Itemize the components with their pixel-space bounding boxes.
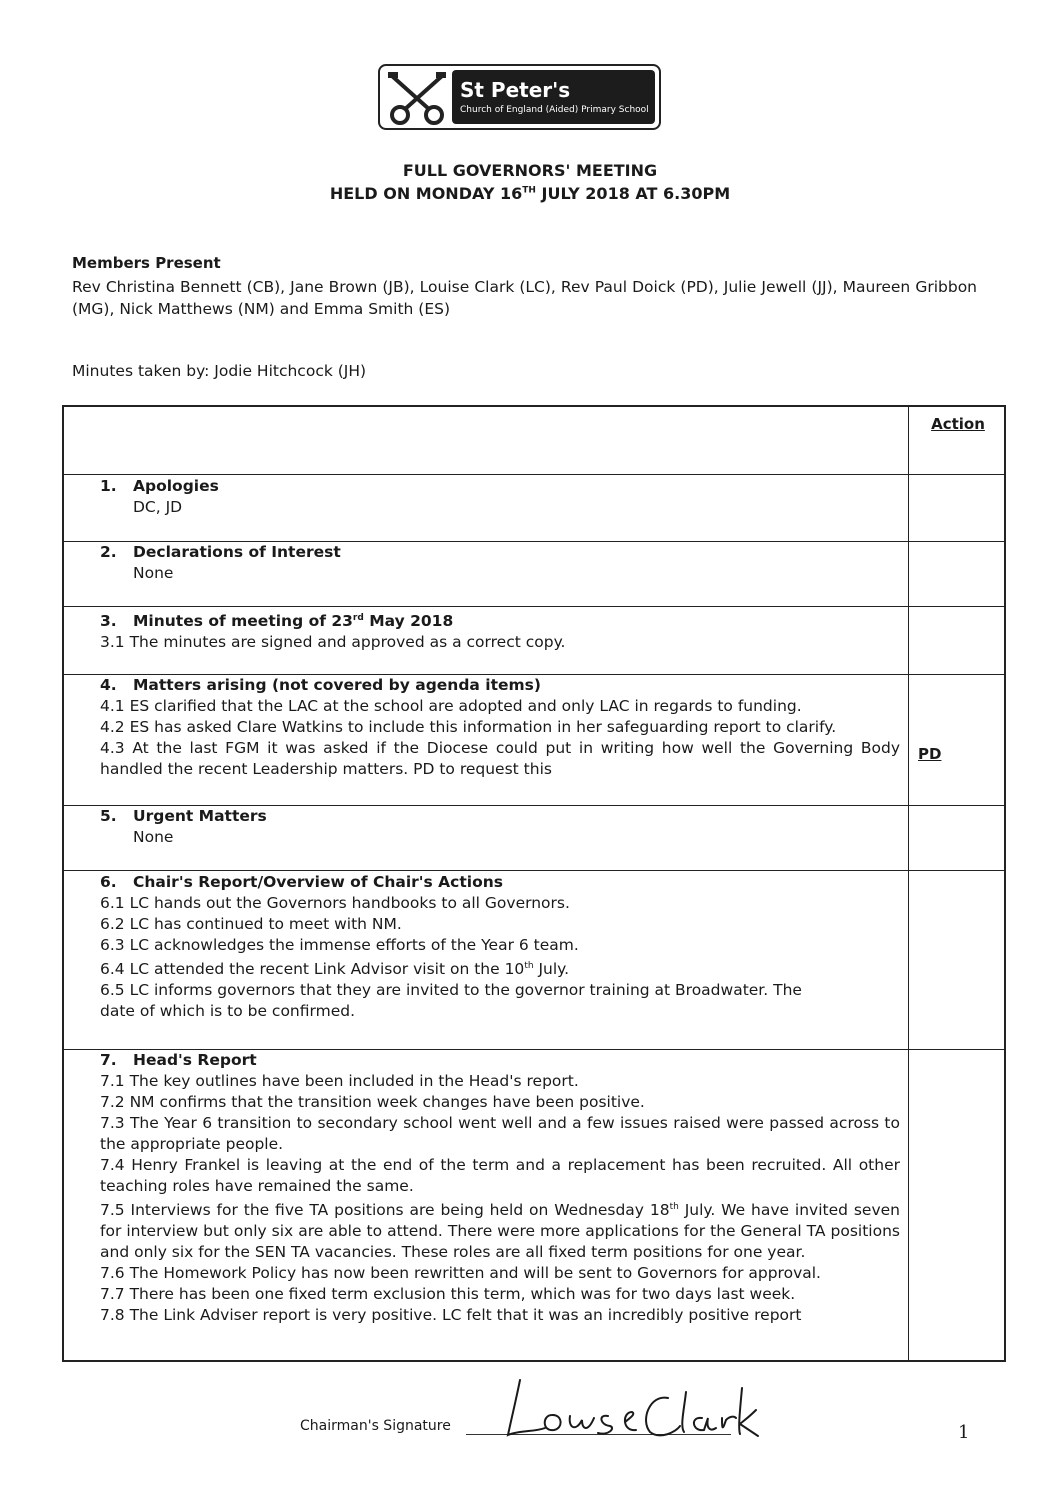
page-number: 1 — [958, 1422, 970, 1443]
members-list: Rev Christina Bennett (CB), Jane Brown (JB), Louise Clark (LC), Rev Paul Doick (PD), Julie Jewell (JJ), Maureen Gribbon (MG), Nick Matthews (NM) and Emma Smith (ES) — [72, 278, 977, 318]
signature-label: Chairman's Signature — [300, 1418, 451, 1434]
section-chairs-report: 6. Chair's Report/Overview of Chair's Actions 6.1 LC hands out the Governors handbooks to all Governors. 6.2 LC has continued to meet with NM. 6.3 LC acknowledges the immense efforts of the Year 6 team. 6.4 LC attended the recent Link Advisor visit on the 10th July. 6.5 LC informs governors that they are invited to the governor training at Broadwater. The date of which is to be confirmed. — [100, 873, 802, 1021]
logo-name: St Peter's — [460, 78, 571, 102]
handwritten-signature — [490, 1370, 760, 1450]
section-urgent-matters: 5. Urgent Matters None — [100, 807, 267, 846]
section-matters-arising: 4. Matters arising (not covered by agenda items) 4.1 ES clarified that the LAC at the school are adopted and only LAC in regards to funding. 4.2 ES has asked Clare Watkins to include this information in her safeguarding report to clarify. 4.3 At the last FGM it was asked if the Diocese could put in writing how well the Governing Body handled the recent Leadership matters. PD to request this — [100, 676, 900, 778]
minutes-taken-by: Minutes taken by: Jodie Hitchcock (JH) — [72, 362, 367, 380]
action-pd: PD — [918, 745, 942, 763]
action-column-header: Action — [931, 415, 985, 433]
title-line-2: HELD ON MONDAY 16TH JULY 2018 AT 6.30PM — [329, 184, 731, 203]
crossed-keys-icon — [386, 70, 448, 126]
members-heading: Members Present — [72, 254, 221, 272]
section-heads-report: 7. Head's Report 7.1 The key outlines have been included in the Head's report. 7.2 NM confirms that the transition week changes have been positive. 7.3 The Year 6 transition to secondary school went well and a few issues raised were passed across to the appropriate people. 7.4 Henry Frankel is leaving at the end of the term and a replacement has been recruited. All other teaching roles have remained the same. 7.5 Interviews for the five TA positions are being held on Wednesday 18th July. We have invited seven for interview but only six are able to attend. There were more applications for the General TA positions and only six for the SEN TA vacancies. These roles are all fixed term positions for one year. 7.6 The Homework Policy has now been rewritten and will be sent to Governors for approval. 7.7 There has been one fixed term exclusion this term, which was for two days last week. 7.8 The Link Adviser report is very positive. LC felt that it was an incredibly positive report — [100, 1051, 901, 1325]
logo-subtitle: Church of England (Aided) Primary School — [460, 105, 649, 115]
logo-panel — [452, 70, 655, 124]
section-declarations: 2. Declarations of Interest None — [100, 543, 341, 582]
section-apologies: 1. Apologies DC, JD — [100, 477, 219, 516]
section-previous-minutes: 3. Minutes of meeting of 23rd May 2018 3.1 The minutes are signed and approved as a correct copy. — [100, 612, 566, 652]
school-logo — [378, 64, 661, 130]
title-line-1: FULL GOVERNORS' MEETING — [402, 161, 658, 180]
